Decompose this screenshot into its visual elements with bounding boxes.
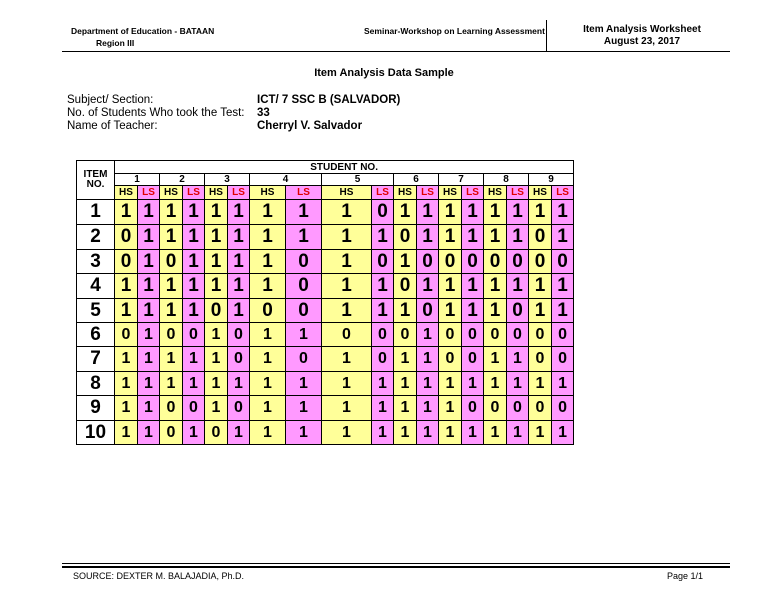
hs-score-cell: 1 [322, 200, 372, 225]
ls-score-cell: 1 [138, 323, 160, 347]
hs-score-cell: 1 [205, 274, 228, 299]
item-header-label: ITEM [83, 169, 108, 180]
ls-score-cell: 0 [286, 250, 322, 274]
hs-score-cell: 0 [394, 225, 417, 250]
ls-score-cell: 1 [417, 225, 439, 250]
hs-score-cell: 1 [394, 421, 417, 445]
item-row [77, 200, 574, 225]
hs-score-cell: 1 [529, 200, 552, 225]
department-name: Department of Education - BATAAN [71, 26, 215, 36]
ls-score-cell: 0 [507, 323, 529, 347]
ls-score-cell: 1 [183, 372, 205, 396]
hs-score-cell: 1 [160, 225, 183, 250]
student-number-header: 7 [439, 174, 484, 186]
ls-score-cell: 0 [228, 396, 250, 421]
hs-score-cell: 1 [484, 225, 507, 250]
item-no-header [77, 161, 115, 200]
page-number: Page 1/1 [667, 571, 704, 581]
hs-score-cell: 1 [160, 299, 183, 323]
hs-score-cell: 1 [439, 274, 462, 299]
ls-score-cell: 1 [462, 372, 484, 396]
item-row [77, 299, 574, 323]
hs-score-cell: 1 [160, 274, 183, 299]
ls-score-cell: 1 [507, 347, 529, 372]
ls-score-cell: 0 [372, 323, 394, 347]
item-row [77, 421, 574, 445]
ls-score-cell: 1 [183, 299, 205, 323]
ls-score-cell: 1 [552, 299, 574, 323]
ls-score-cell: 1 [372, 225, 394, 250]
hs-score-cell: 0 [439, 250, 462, 274]
hs-score-cell: 1 [439, 396, 462, 421]
ls-header: LS [552, 186, 574, 200]
hs-score-cell: 1 [529, 274, 552, 299]
ls-score-cell: 1 [183, 250, 205, 274]
ls-score-cell: 1 [507, 225, 529, 250]
ls-score-cell: 0 [228, 347, 250, 372]
ls-score-cell: 1 [552, 274, 574, 299]
hs-score-cell: 1 [250, 250, 286, 274]
item-number: 3 [77, 250, 115, 274]
ls-score-cell: 0 [507, 396, 529, 421]
ls-score-cell: 1 [183, 200, 205, 225]
ls-score-cell: 1 [417, 372, 439, 396]
hs-score-cell: 0 [439, 323, 462, 347]
footer-rule-bottom [62, 566, 730, 568]
hs-score-cell: 1 [484, 200, 507, 225]
ls-score-cell: 1 [417, 347, 439, 372]
ls-score-cell: 1 [462, 421, 484, 445]
hs-score-cell: 1 [205, 372, 228, 396]
footer-rule-top [62, 563, 730, 564]
ls-header: LS [372, 186, 394, 200]
ls-score-cell: 1 [138, 396, 160, 421]
teacher-value: Cherryl V. Salvador [257, 120, 363, 132]
ls-score-cell: 0 [372, 347, 394, 372]
ls-score-cell: 1 [507, 372, 529, 396]
hs-score-cell: 1 [322, 396, 372, 421]
student-number-header: 8 [484, 174, 529, 186]
ls-score-cell: 1 [228, 250, 250, 274]
ls-score-cell: 0 [507, 299, 529, 323]
hs-score-cell: 1 [529, 421, 552, 445]
hs-score-cell: 0 [529, 323, 552, 347]
hs-score-cell: 1 [322, 299, 372, 323]
ls-score-cell: 1 [507, 200, 529, 225]
ls-score-cell: 1 [286, 200, 322, 225]
hs-score-cell: 0 [160, 421, 183, 445]
ls-score-cell: 1 [507, 421, 529, 445]
hs-score-cell: 1 [160, 372, 183, 396]
subject-label: Subject/ Section: [67, 94, 154, 106]
hs-score-cell: 1 [250, 200, 286, 225]
hs-score-cell: 1 [250, 372, 286, 396]
hs-score-cell: 1 [115, 347, 138, 372]
item-analysis-table [76, 160, 574, 445]
ls-score-cell: 1 [183, 274, 205, 299]
item-row [77, 323, 574, 347]
ls-score-cell: 1 [228, 200, 250, 225]
item-number: 9 [77, 396, 115, 421]
hs-score-cell: 1 [394, 250, 417, 274]
hs-score-cell: 1 [529, 372, 552, 396]
header-rule [62, 51, 730, 52]
hs-header: HS [439, 186, 462, 200]
ls-score-cell: 1 [372, 396, 394, 421]
hs-score-cell: 1 [484, 347, 507, 372]
hs-score-cell: 1 [160, 200, 183, 225]
ls-score-cell: 0 [183, 396, 205, 421]
ls-score-cell: 0 [286, 274, 322, 299]
ls-score-cell: 1 [507, 274, 529, 299]
source-credit: SOURCE: DEXTER M. BALAJADIA, Ph.D. [73, 571, 245, 581]
ls-score-cell: 1 [228, 225, 250, 250]
hs-score-cell: 1 [394, 396, 417, 421]
student-number-header: 2 [160, 174, 205, 186]
hs-score-cell: 1 [394, 347, 417, 372]
ls-score-cell: 1 [462, 274, 484, 299]
hs-score-cell: 1 [250, 323, 286, 347]
hs-score-cell: 1 [484, 372, 507, 396]
seminar-title: Seminar-Workshop on Learning Assessment [364, 26, 545, 36]
hs-score-cell: 1 [205, 323, 228, 347]
item-row [77, 250, 574, 274]
hs-score-cell: 1 [115, 396, 138, 421]
hs-score-cell: 0 [484, 396, 507, 421]
region-name: Region III [96, 38, 135, 48]
hs-score-cell: 1 [322, 347, 372, 372]
item-number: 6 [77, 323, 115, 347]
hs-score-cell: 0 [160, 250, 183, 274]
hs-score-cell: 0 [115, 225, 138, 250]
hs-header: HS [529, 186, 552, 200]
hs-score-cell: 0 [484, 323, 507, 347]
hs-score-cell: 1 [439, 372, 462, 396]
hs-score-cell: 0 [250, 299, 286, 323]
ls-score-cell: 1 [286, 421, 322, 445]
ls-score-cell: 1 [372, 372, 394, 396]
ls-score-cell: 1 [228, 421, 250, 445]
item-number: 8 [77, 372, 115, 396]
hs-score-cell: 1 [205, 396, 228, 421]
hs-score-cell: 0 [160, 323, 183, 347]
ls-score-cell: 1 [286, 372, 322, 396]
ls-score-cell: 1 [552, 225, 574, 250]
hs-score-cell: 0 [529, 225, 552, 250]
ls-score-cell: 1 [552, 372, 574, 396]
ls-header: LS [507, 186, 529, 200]
item-number: 5 [77, 299, 115, 323]
subject-value: ICT/ 7 SSC B (SALVADOR) [257, 94, 401, 106]
hs-header: HS [250, 186, 286, 200]
hs-score-cell: 1 [205, 347, 228, 372]
hs-score-cell: 1 [205, 250, 228, 274]
hs-score-cell: 0 [115, 323, 138, 347]
hs-score-cell: 1 [322, 421, 372, 445]
hs-score-cell: 0 [529, 250, 552, 274]
teacher-label: Name of Teacher: [67, 120, 158, 132]
ls-score-cell: 1 [228, 274, 250, 299]
item-number: 1 [77, 200, 115, 225]
ls-score-cell: 0 [462, 250, 484, 274]
hs-score-cell: 1 [322, 372, 372, 396]
ls-score-cell: 0 [372, 200, 394, 225]
hs-score-cell: 0 [439, 347, 462, 372]
ls-score-cell: 1 [417, 274, 439, 299]
student-number-header: 6 [394, 174, 439, 186]
hs-score-cell: 1 [322, 225, 372, 250]
ls-score-cell: 1 [417, 200, 439, 225]
hs-score-cell: 1 [115, 421, 138, 445]
hs-score-cell: 1 [250, 225, 286, 250]
ls-header: LS [138, 186, 160, 200]
ls-score-cell: 1 [417, 396, 439, 421]
hs-header: HS [115, 186, 138, 200]
hs-score-cell: 1 [439, 200, 462, 225]
ls-score-cell: 1 [138, 225, 160, 250]
ls-score-cell: 1 [552, 421, 574, 445]
ls-score-cell: 0 [552, 347, 574, 372]
student-number-header: 4 [250, 174, 322, 186]
hs-score-cell: 1 [394, 299, 417, 323]
hs-score-cell: 1 [115, 200, 138, 225]
ls-score-cell: 0 [286, 347, 322, 372]
ls-score-cell: 1 [228, 299, 250, 323]
ls-score-cell: 0 [372, 250, 394, 274]
hs-score-cell: 0 [529, 396, 552, 421]
item-number: 7 [77, 347, 115, 372]
ls-score-cell: 0 [552, 396, 574, 421]
student-number-header: 3 [205, 174, 250, 186]
item-row [77, 372, 574, 396]
ls-score-cell: 1 [462, 299, 484, 323]
ls-header: LS [462, 186, 484, 200]
hs-score-cell: 1 [394, 200, 417, 225]
ls-score-cell: 1 [138, 372, 160, 396]
students-value: 33 [257, 107, 270, 119]
item-row [77, 274, 574, 299]
item-row [77, 396, 574, 421]
hs-score-cell: 0 [394, 323, 417, 347]
ls-score-cell: 0 [286, 299, 322, 323]
ls-score-cell: 1 [372, 274, 394, 299]
ls-header: LS [183, 186, 205, 200]
hs-header: HS [394, 186, 417, 200]
item-row [77, 347, 574, 372]
ls-score-cell: 1 [462, 225, 484, 250]
hs-score-cell: 1 [322, 250, 372, 274]
hs-score-cell: 1 [529, 299, 552, 323]
ls-score-cell: 1 [138, 200, 160, 225]
ls-header: LS [228, 186, 250, 200]
student-number-header: 5 [322, 174, 394, 186]
ls-score-cell: 1 [183, 225, 205, 250]
no-header-label: NO. [86, 179, 105, 190]
ls-score-cell: 1 [138, 421, 160, 445]
hs-header: HS [322, 186, 372, 200]
students-label: No. of Students Who took the Test: [67, 107, 245, 119]
ls-score-cell: 1 [372, 421, 394, 445]
hs-score-cell: 0 [160, 396, 183, 421]
ls-score-cell: 0 [183, 323, 205, 347]
hs-score-cell: 1 [115, 299, 138, 323]
ls-score-cell: 1 [417, 323, 439, 347]
hs-header: HS [160, 186, 183, 200]
student-number-header: 9 [529, 174, 574, 186]
hs-score-cell: 1 [160, 347, 183, 372]
hs-score-cell: 1 [205, 225, 228, 250]
hs-score-cell: 1 [394, 372, 417, 396]
student-no-header: STUDENT NO. [115, 161, 574, 174]
ls-score-cell: 1 [183, 347, 205, 372]
hs-score-cell: 1 [484, 299, 507, 323]
ls-header: LS [286, 186, 322, 200]
hs-score-cell: 1 [115, 274, 138, 299]
item-number: 4 [77, 274, 115, 299]
hs-score-cell: 1 [322, 274, 372, 299]
ls-score-cell: 0 [507, 250, 529, 274]
ls-score-cell: 1 [417, 421, 439, 445]
hs-score-cell: 0 [115, 250, 138, 274]
ls-score-cell: 1 [138, 347, 160, 372]
hs-header: HS [205, 186, 228, 200]
ls-score-cell: 1 [228, 372, 250, 396]
ls-score-cell: 0 [417, 250, 439, 274]
ls-score-cell: 1 [286, 396, 322, 421]
ls-score-cell: 1 [138, 250, 160, 274]
hs-score-cell: 1 [439, 299, 462, 323]
hs-score-cell: 1 [484, 421, 507, 445]
hs-header: HS [484, 186, 507, 200]
ls-score-cell: 0 [417, 299, 439, 323]
ls-score-cell: 1 [462, 200, 484, 225]
hs-score-cell: 0 [205, 299, 228, 323]
hs-score-cell: 1 [439, 225, 462, 250]
hs-score-cell: 1 [484, 274, 507, 299]
hs-score-cell: 0 [322, 323, 372, 347]
ls-score-cell: 0 [228, 323, 250, 347]
ls-header: LS [417, 186, 439, 200]
hs-score-cell: 1 [439, 421, 462, 445]
hs-score-cell: 0 [205, 421, 228, 445]
item-row [77, 225, 574, 250]
ls-score-cell: 0 [462, 323, 484, 347]
hs-score-cell: 0 [394, 274, 417, 299]
hs-score-cell: 1 [250, 421, 286, 445]
ls-score-cell: 0 [462, 396, 484, 421]
hs-score-cell: 1 [250, 396, 286, 421]
ls-score-cell: 0 [552, 250, 574, 274]
ls-score-cell: 1 [286, 225, 322, 250]
worksheet-title: Item Analysis Worksheet [583, 24, 701, 35]
item-number: 10 [77, 421, 115, 445]
ls-score-cell: 1 [183, 421, 205, 445]
hs-score-cell: 0 [529, 347, 552, 372]
ls-score-cell: 0 [462, 347, 484, 372]
ls-score-cell: 1 [286, 323, 322, 347]
item-number: 2 [77, 225, 115, 250]
ls-score-cell: 1 [138, 299, 160, 323]
worksheet-date: August 23, 2017 [603, 36, 681, 47]
ls-score-cell: 0 [552, 323, 574, 347]
ls-score-cell: 1 [372, 299, 394, 323]
page-title: Item Analysis Data Sample [314, 67, 454, 79]
hs-score-cell: 1 [205, 200, 228, 225]
hs-score-cell: 1 [115, 372, 138, 396]
ls-score-cell: 1 [552, 200, 574, 225]
hs-score-cell: 1 [250, 274, 286, 299]
hs-score-cell: 1 [250, 347, 286, 372]
student-number-header: 1 [115, 174, 160, 186]
ls-score-cell: 1 [138, 274, 160, 299]
hs-score-cell: 0 [484, 250, 507, 274]
